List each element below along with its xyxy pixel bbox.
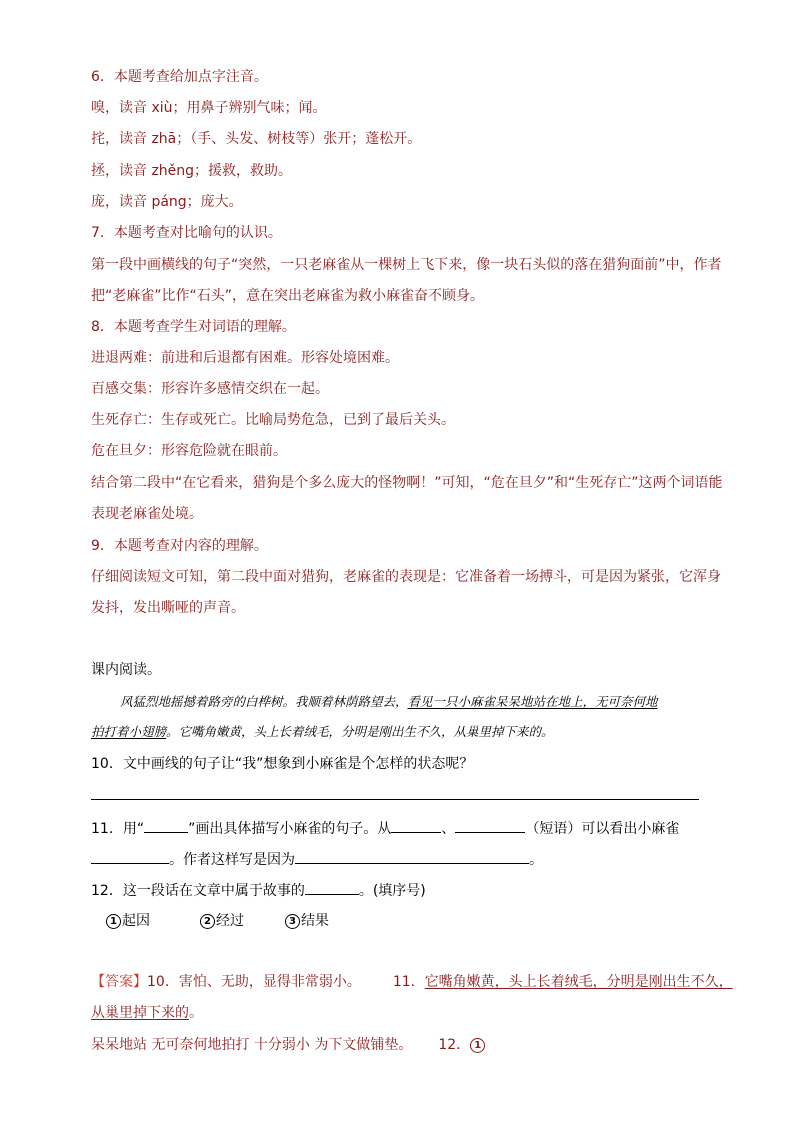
answer-line-3 bbox=[91, 1036, 486, 1054]
answer-11-label: 11． bbox=[392, 974, 425, 990]
q8-line-4: 危在旦夕：形容危险就在眼前。 bbox=[91, 443, 287, 459]
reading-heading: 课内阅读。 bbox=[91, 662, 161, 678]
q6-line-4: 庞，读音 páng；庞大。 bbox=[91, 194, 243, 210]
q10-text: 10．文中画线的句子让“我”想象到小麻雀是个怎样的状态呢？ bbox=[91, 756, 474, 772]
q8-line-6: 表现老麻雀处境。 bbox=[91, 506, 203, 522]
passage-line-1 bbox=[120, 693, 658, 711]
q9-line-2: 发抖，发出嘶哑的声音。 bbox=[91, 600, 245, 616]
q11-blank-3[interactable] bbox=[91, 849, 169, 864]
passage-text: 风猛烈地摇撼着路旁的白桦树。我顺着林荫路望去， bbox=[120, 694, 408, 709]
q9-line-1: 仔细阅读短文可知，第二段中面对猎狗，老麻雀的表现是：它准备着一场搏斗，可是因为紧张，它浑身 bbox=[91, 569, 721, 585]
q11-blank-1[interactable] bbox=[391, 818, 441, 833]
q6-line-3: 拯，读音 zhěng；援救，救助。 bbox=[91, 163, 293, 179]
q12-text: 。(填序号) bbox=[358, 883, 426, 899]
q10-answer-line[interactable] bbox=[91, 799, 699, 800]
q8-line-2: 百感交集：形容许多感情交织在一起。 bbox=[91, 381, 329, 397]
q11-text: ”画出具体描写小麻雀的句子。从 bbox=[188, 821, 392, 837]
q8-title: 8．本题考查学生对词语的理解。 bbox=[91, 319, 296, 335]
passage-text: 。它嘴角嫩黄，头上长着绒毛，分明是刚出生不久，从巢里掉下来的。 bbox=[166, 724, 554, 739]
answer-11-phrases: 呆呆地站 无可奈何地拍打 十分弱小 为下文做铺垫。 bbox=[91, 1037, 413, 1053]
q9-title: 9．本题考查对内容的理解。 bbox=[91, 538, 268, 554]
q12-line bbox=[91, 880, 426, 900]
option-label: 经过 bbox=[216, 913, 244, 929]
option-1[interactable] bbox=[106, 910, 150, 930]
q8-line-5: 结合第二段中“在它看来，猎狗是个多么庞大的怪物啊！”可知，“危在旦夕”和“生死存亡”这两个词语能 bbox=[91, 475, 723, 491]
q7-line-1: 第一段中画横线的句子“突然，一只老麻雀从一棵树上飞下来，像一块石头似的落在猎狗面前”中，作者 bbox=[91, 257, 722, 273]
q12-blank[interactable] bbox=[305, 880, 359, 895]
option-label: 起因 bbox=[122, 913, 150, 929]
q11-line-2 bbox=[91, 849, 543, 869]
option-label: 结果 bbox=[301, 913, 329, 929]
q8-line-3: 生死存亡：生存或死亡。比喻局势危急，已到了最后关头。 bbox=[91, 412, 455, 428]
q6-line-2: 挓，读音 zhā；（手、头发、树枝等）张开；蓬松开。 bbox=[91, 131, 422, 147]
answer-11-underlined-end: 从巢里掉下来的 bbox=[91, 1005, 189, 1021]
option-2[interactable] bbox=[200, 910, 244, 930]
answer-12-circled-number: 1 bbox=[470, 1038, 485, 1053]
answer-12-label: 12． bbox=[438, 1037, 471, 1053]
q11-blank-4[interactable] bbox=[295, 849, 529, 864]
q6-line-1: 嗅，读音 xiù；用鼻子辨别气味；闻。 bbox=[91, 100, 327, 116]
q7-title: 7．本题考查对比喻句的认识。 bbox=[91, 225, 282, 241]
circled-number-2: 2 bbox=[200, 914, 215, 929]
q7-line-2: 把“老麻雀”比作“石头”，意在突出老麻雀为救小麻雀奋不顾身。 bbox=[91, 288, 485, 304]
answer-11-underlined: 它嘴角嫩黄，头上长着绒毛，分明是刚出生不久， bbox=[424, 974, 733, 990]
answer-10: 10．害怕、无助，显得非常弱小。 bbox=[147, 974, 361, 990]
q11-text: 。作者这样写是因为 bbox=[169, 852, 295, 868]
circled-number-1: 1 bbox=[106, 914, 121, 929]
q11-blank-2[interactable] bbox=[455, 818, 525, 833]
q6-title: 6．本题考查给加点字注音。 bbox=[91, 69, 268, 85]
q11-text: 、 bbox=[441, 821, 456, 837]
q11-text: 。 bbox=[529, 852, 543, 868]
answer-line-2 bbox=[91, 1004, 203, 1022]
passage-underlined-sentence: 看见一只小麻雀呆呆地站在地上，无可奈何地 bbox=[407, 694, 658, 709]
circled-number-3: 3 bbox=[285, 914, 300, 929]
option-3[interactable] bbox=[285, 910, 329, 930]
q11-text: （短语）可以看出小麻雀 bbox=[525, 821, 680, 837]
answer-text: 。 bbox=[189, 1005, 203, 1021]
answer-line-1 bbox=[91, 973, 733, 991]
passage-line-2 bbox=[91, 723, 554, 741]
q11-underline-sample bbox=[144, 818, 188, 833]
q12-text: 12．这一段话在文章中属于故事的 bbox=[91, 883, 305, 899]
q8-line-1: 进退两难：前进和后退都有困难。形容处境困难。 bbox=[91, 350, 399, 366]
q11-text: 11．用“ bbox=[91, 821, 145, 837]
q11-line-1 bbox=[91, 818, 679, 838]
passage-underlined-sentence-end: 拍打着小翅膀 bbox=[91, 724, 167, 739]
answer-tag: 【答案】 bbox=[91, 974, 147, 990]
